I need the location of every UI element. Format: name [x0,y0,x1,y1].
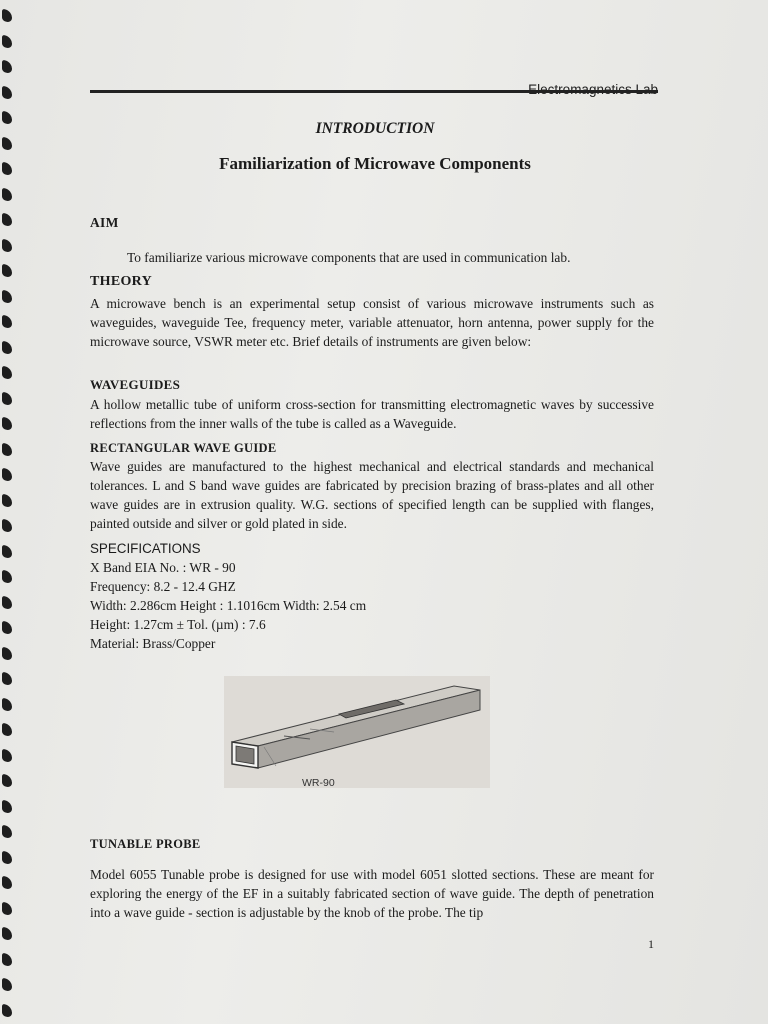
binding-ring [2,340,12,355]
theory-heading: THEORY [90,274,152,289]
aim-text: To familiarize various microwave components that are used in communication lab. [127,250,571,265]
figure-caption: WR-90 [302,777,335,789]
binding-ring [2,850,12,865]
aim-heading: AIM [90,215,119,230]
binding-ring [2,289,12,304]
binding-ring [2,59,12,74]
theory-text: A microwave bench is an experimental setup consist of various microwave instruments such as waveguides, waveguide Tee, frequency meter, variable attenuator, horn antenna, power supply for the microwave source, VSWR meter etc. Brief details of instruments are given below: [90,296,654,349]
binding-ring [2,1003,12,1018]
header-rule [90,90,658,93]
tunable-probe-text: Model 6055 Tunable probe is designed for use with model 6051 slotted sections. These are meant for exploring the energy of the EF in a suitably fabricated section of wave guide. The depth of penetration into a wave guide - section is adjustable by the knob of the probe. The tip [90,867,654,920]
binding-ring [2,926,12,941]
page-title: Familiarization of Microwave Components [219,154,531,173]
binding-ring [2,442,12,457]
binding-ring [2,85,12,100]
rect-guide-text: Wave guides are manufactured to the highest mechanical and electrical standards and mechanical tolerances. L and S band wave guides are fabricated by precision brazing of brass-plates and all other wave guides are in extrusion quality. W.G. sections of specified length can be supplied with flanges, painted outside and silver or gold plated in side. [90,459,654,531]
binding-ring [2,671,12,686]
binding-ring [2,952,12,967]
binding-ring [2,518,12,533]
binding-ring [2,595,12,610]
binding-ring [2,875,12,890]
intro-label: INTRODUCTION [315,120,435,137]
binding-ring [2,263,12,278]
waveguides-heading: WAVEGUIDES [90,377,181,392]
binding-ring [2,238,12,253]
binding-ring [2,416,12,431]
waveguide-figure [224,676,490,788]
rect-guide-heading: RECTANGULAR WAVE GUIDE [90,441,277,455]
binding-ring [2,187,12,202]
binding-ring [2,493,12,508]
binding-ring [2,365,12,380]
waveguide-illustration [224,676,490,788]
binding-ring [2,8,12,23]
binding-ring [2,212,12,227]
spec-line: Material: Brass/Copper [90,636,216,651]
page-number: 1 [648,937,654,951]
waveguides-text: A hollow metallic tube of uniform cross-section for transmitting electromagnetic waves by successive reflections from the inner walls of the tube is called as a Waveguide. [90,397,654,431]
binding-ring [2,773,12,788]
specifications-heading: SPECIFICATIONS [90,541,201,556]
binding-ring [2,824,12,839]
binding-ring [2,722,12,737]
binding-ring [2,391,12,406]
binding-ring [2,467,12,482]
spec-line: Frequency: 8.2 - 12.4 GHZ [90,579,236,594]
binding-ring [2,901,12,916]
binding-ring [2,314,12,329]
spec-line: Height: 1.27cm ± Tol. (µm) : 7.6 [90,617,266,632]
binding-ring [2,748,12,763]
binding-ring [2,697,12,712]
binding-ring [2,977,12,992]
specifications-list [90,558,366,653]
binding-ring [2,34,12,49]
binding-ring [2,646,12,661]
binding-ring [2,136,12,151]
spec-line: X Band EIA No. : WR - 90 [90,560,236,575]
binding-ring [2,544,12,559]
binding-ring [2,799,12,814]
spec-line: Width: 2.286cm Height : 1.1016cm Width: 2.54 cm [90,598,367,613]
binding-ring [2,620,12,635]
binding-ring [2,569,12,584]
tunable-probe-heading: TUNABLE PROBE [90,837,201,851]
